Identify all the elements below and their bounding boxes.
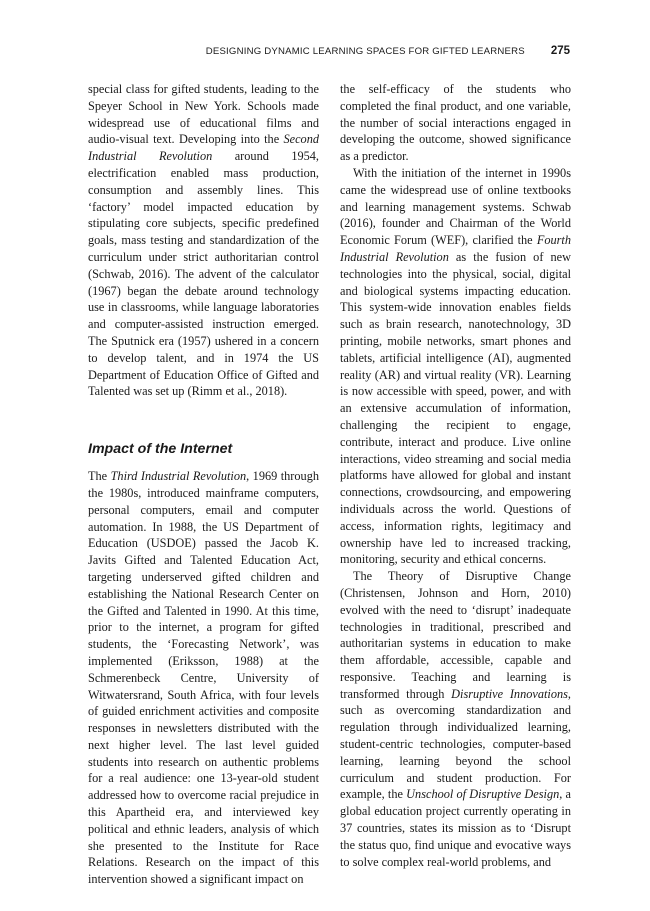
running-title: DESIGNING DYNAMIC LEARNING SPACES FOR GIFTED LEARNERS — [205, 46, 525, 57]
text-run: the self-efficacy of the students who completed the final product, and one variable, the number of social interactions engaged in developing the outcome, showed significance as a predictor. — [340, 82, 571, 164]
paragraph — [340, 165, 571, 568]
paragraph — [88, 468, 319, 888]
text-run: With the initiation of the internet in 1990s came the widespread use of online textbooks and learning management systems. Schwab (2016), founder and Chairman of the World Economic Forum (WEF), clarified the — [340, 165, 571, 248]
italic-text: Second Industrial Revolution — [88, 132, 319, 164]
text-run: , 1969 through the 1980s, introduced mainframe computers, personal computers, email and computer automation. In 1988, the US Department of Education (USDOE) passed the Jacob K. Javits Gifted and Talented Education Act, targeting underserved gifted children and establishing the National Research Center on the Gifted and Talented in 1990. At this time, prior to the internet, a program for gifted students, the ‘Forecasting Network’, was implemented (Eriksson, 1988) at the Schmerenbeck Centre, University of Witwatersrand, South Africa, with four levels of guided enrichment activities and composite responses in newsletters distributed with the next higher level. The last level guided students into research on authentic problems for a real audience: one 13-year-old student addressed how to overcome racial prejudice in this Apartheid era, and interviewed key political and ethnic leaders, analysis of which she presented to the Institute for Race Relations. Research on the impact of this intervention showed a significant impact on — [88, 469, 319, 887]
text-run: special class for gifted students, leading to the Speyer School in New York. Schools made widespread use of educational films and audio-visual text. Developing into the — [88, 82, 319, 147]
text-run: , a global education project currently operating in 37 countries, states its mission as to ‘Disrupt the status quo, find unique and evocative ways to solve complex real-world problems, and — [340, 787, 571, 869]
text-run: The Theory of Disruptive Change (Christensen, Johnson and Horn, 2010) evolved with the need to ‘disrupt’ inadequate technologies in traditional, prescribed and authoritarian systems in education to make them affordable, accessible, capable and responsive. Teaching and learning is transformed through — [340, 569, 571, 701]
paragraph — [340, 568, 571, 870]
italic-text: Fourth Industrial Revolution — [340, 233, 571, 264]
paragraph — [88, 81, 319, 400]
italic-text: Disruptive Innovations — [451, 686, 568, 701]
running-header — [88, 45, 570, 57]
italic-text: Unschool of Disruptive Design — [406, 787, 560, 802]
text-run: The — [88, 469, 111, 484]
text-run: as the fusion of new technologies into the physical, social, digital and biological systems impacting education. This system-wide innovation enables fields such as brain research, nanotechnology, 3D printing, mobile networks, smart phones and tablets, artificial intelligence (AI), augmented reality (AR) and virtual reality (VR). Learning is now accessible with speed, power, and with an extensive accumulation of information, challenging the recipient to engage, contribute, interact and produce. Live online interactions, video streaming and social media platforms have allowed for global and instant connections, crowdsourcing, and empowering individuals across the world. Questions of access, information rights, legitimacy and ownership have led to increased tracking, monitoring, security and ethical concerns. — [340, 249, 571, 567]
paragraph — [340, 81, 571, 165]
italic-text: Third Industrial Revolution — [110, 469, 247, 484]
right-column — [340, 81, 571, 870]
left-column — [88, 81, 319, 888]
section-heading: Impact of the Internet — [88, 441, 233, 458]
page-number: 275 — [550, 45, 570, 57]
text-run: , such as overcoming standardization and regulation through individualized learning, student-centric technologies, computer-based learning, learning beyond the school curriculum and student production. For example, the — [340, 686, 571, 802]
text-run: around 1954, electrification enabled mass production, consumption and assembly lines. This ‘factory’ model impacted education by stipulating core subjects, specific predefined goals, mass testing and standardization of the curriculum under strict authoritarian control (Schwab, 2016). The advent of the calculator (1967) began the debate around technology use in classrooms, while language laboratories and computer-assisted instruction emerged. The Sputnick era (1957) ushered in a concern to develop talent, and in 1974 the US Department of Education Office of Gifted and Talented was set up (Rimm et al., 2018). — [88, 149, 319, 399]
